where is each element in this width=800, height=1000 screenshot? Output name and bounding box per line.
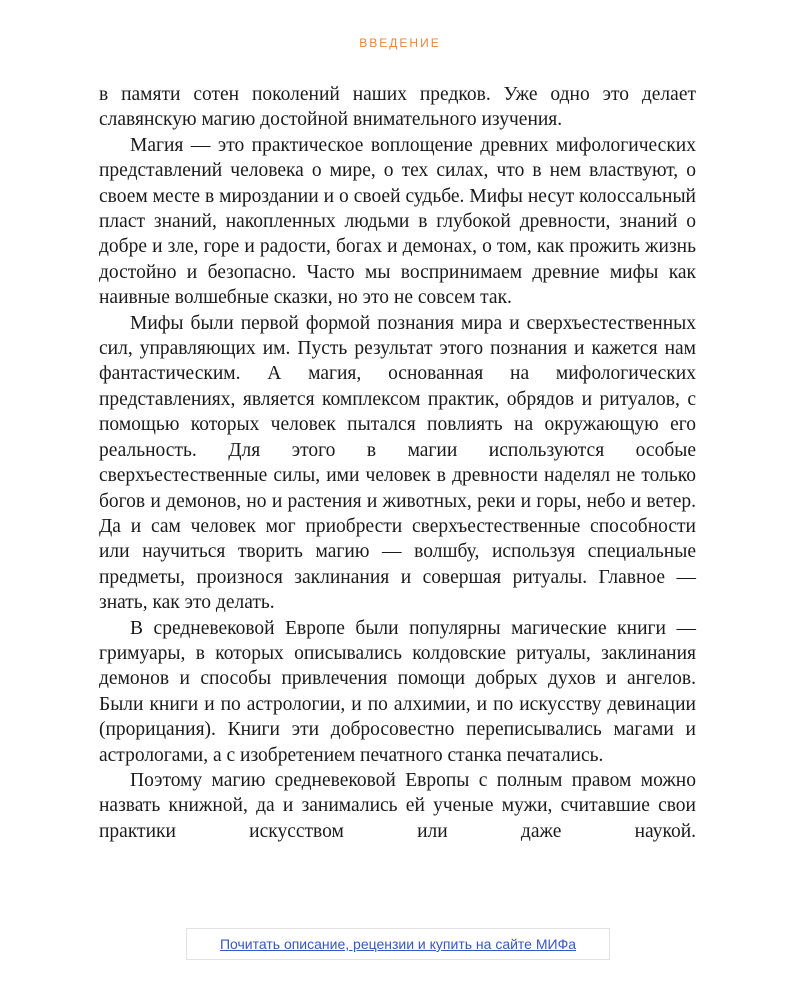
paragraph-1: в памяти сотен поколений наших предков. Уже одно это делает славянскую магию достойной внимательного изучения. [99, 84, 696, 131]
footer-link-container [186, 928, 610, 960]
buy-link[interactable]: Почитать описание, рецензии и купить на сайте МИФа [219, 936, 577, 952]
paragraph-3: Мифы были первой формой познания мира и сверхъестественных сил, управляющих им. Пусть результат этого познания и кажется нам фантастическим. А магия, основанная на мифологических представлениях, является комплексом практик, обрядов и ритуалов, с помощью которых человек пытался повлиять на окружающую его реальность. Для этого в магии используются особые сверхъестественные силы, ими человек в древности наделял не только богов и демонов, но и растения и животных, реки и горы, небо и ветер. Да и сам человек мог приобрести сверхъестественные способности или научиться творить магию — волшбу, используя специальные предметы, произнося заклинания и совершая ритуалы. Главное — знать, как это делать. [99, 312, 696, 614]
body-text [99, 82, 696, 844]
chapter-header: ВВЕДЕНИЕ [359, 36, 441, 50]
paragraph-2: Магия — это практическое воплощение древних мифологических представлений человека о мире, о тех силах, что в нем властвуют, о своем месте в мироздании и о своей судьбе. Мифы несут колоссальный пласт знаний, накопленных людьми в глубокой древности, знаний о добре и зле, горе и радости, богах и демонах, о том, как прожить жизнь достойно и безопасно. Часто мы воспринимаем древние мифы как наивные волшебные сказки, но это не совсем так. [99, 134, 696, 309]
paragraph-5: Поэтому магию средневековой Европы с полным правом можно назвать книжной, да и занимались ей ученые мужи, считавшие свои практики искусством или даже наукой. [99, 769, 696, 842]
paragraph-4: В средневековой Европе были популярны магические книги — гримуары, в которых описывались колдовские ритуалы, заклинания демонов и способы привлечения помощи добрых духов и ангелов. Были книги и по астрологии, и по алхимии, и по искусству девинации (прорицания). Книги эти добросовестно переписывались магами и астрологами, а с изобретением печатного станка печатались. [99, 617, 696, 766]
